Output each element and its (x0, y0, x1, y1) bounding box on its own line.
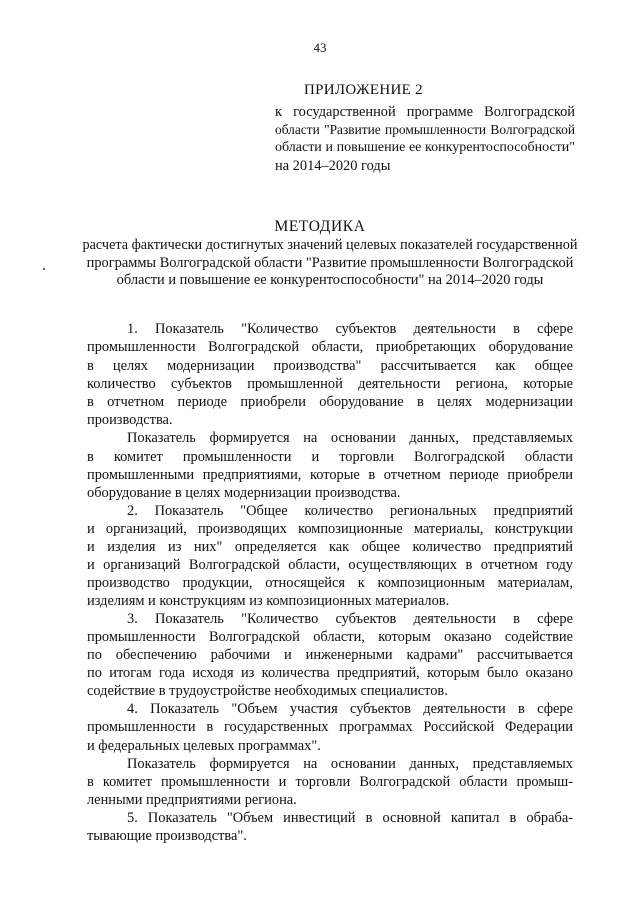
body-line: и федеральных целевых программах". (87, 738, 321, 754)
subtitle-line: области и повышение ее конкурентоспособности" на 2014–2020 годы (116, 272, 544, 288)
body-line: 4. Показатель "Объем участия субъектов деятельности в сфере (127, 701, 573, 717)
body-line: промышленности Волгоградской области, приобретающих оборудование (87, 339, 573, 355)
body-line: производства. (87, 412, 173, 428)
body-line: и изделия из них" определяется как общее количество предприятий (87, 539, 573, 555)
body-line: производство продукции, относящейся к композиционным материалам, (87, 575, 573, 591)
page-number: 43 (313, 40, 327, 55)
body-line: 2. Показатель "Общее количество региональных предприятий (127, 503, 573, 519)
appendix-line: области "Развитие промышленности Волгоградской (275, 122, 575, 137)
body-line: тывающие производства". (87, 828, 247, 844)
body-line: в комитет промышленности и торговли Волгоградской области (87, 449, 573, 465)
body-line: промышленными предприятиями, которые в отчетном периоде приобрели (87, 467, 573, 483)
body-line: Показатель формируется на основании данных, представляемых (127, 430, 573, 446)
document-title: МЕТОДИКА (274, 218, 366, 235)
body-line: оборудование в целях модернизации производства. (87, 485, 401, 501)
body-line: Показатель формируется на основании данных, представляемых (127, 756, 573, 772)
body-line: промышленности Волгоградской области, которым оказано содействие (87, 629, 573, 645)
body-line: в отчетном периоде приобрели оборудование в целях модернизации (87, 394, 573, 410)
body-line: содействие в трудоустройстве необходимых специалистов. (87, 683, 448, 699)
body-line: по итогам года исходя из количества предприятий, которым было оказано (87, 665, 573, 681)
body-line: изделиям и конструкциям из композиционных материалов. (87, 593, 450, 609)
body-line: 3. Показатель "Количество субъектов деятельности в сфере (127, 611, 573, 627)
body-line: и организаций, производящих композиционные материалы, конструкции (87, 521, 573, 537)
body-line: количество субъектов промышленной деятельности региона, которые (87, 376, 573, 392)
appendix-line: области и повышение ее конкурентоспособности" (275, 140, 575, 155)
body-line: по обеспечению рабочими и инженерными кадрами" рассчитывается (87, 647, 573, 663)
body-line: 5. Показатель "Объем инвестиций в основной капитал в обраба- (127, 810, 573, 826)
subtitle-line: расчета фактически достигнутых значений целевых показателей государственной (82, 237, 578, 253)
body-line: ленными предприятиями региона. (87, 792, 297, 808)
body-line: и организаций Волгоградской области, осуществляющих в отчетном году (87, 557, 573, 573)
appendix-line: на 2014–2020 годы (275, 158, 391, 174)
subtitle-line: программы Волгоградской области "Развитие промышленности Волгоградской (86, 255, 574, 271)
body-line: в целях модернизации производства" рассчитывается как общее (87, 358, 573, 374)
appendix-heading: ПРИЛОЖЕНИЕ 2 (304, 82, 423, 98)
body-line: промышленности в государственных программах Российской Федерации (87, 719, 573, 735)
scan-speck (43, 268, 45, 270)
body-line: в комитет промышленности и торговли Волгоградской области промыш- (87, 774, 573, 790)
appendix-line: к государственной программе Волгоградской (275, 104, 575, 120)
body-line: 1. Показатель "Количество субъектов деятельности в сфере (127, 321, 573, 337)
